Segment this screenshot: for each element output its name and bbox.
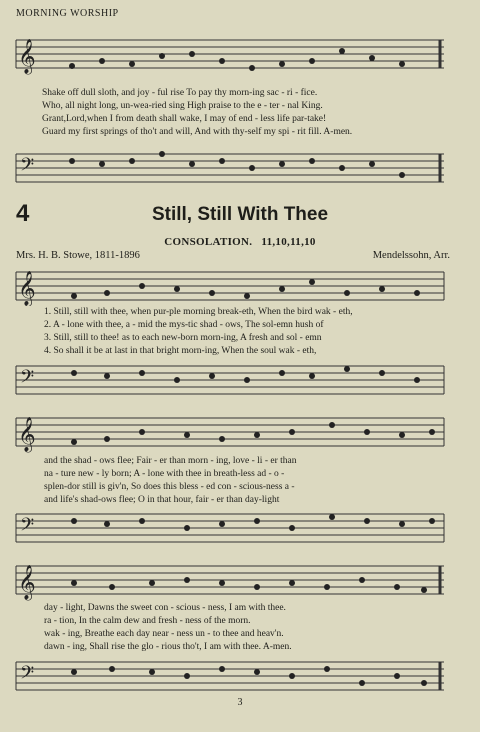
svg-text:𝄢: 𝄢	[20, 662, 35, 687]
music-staff-bass-2	[12, 506, 448, 548]
svg-text:𝄞: 𝄞	[18, 418, 36, 451]
music-staff-treble-2	[12, 408, 448, 454]
tune-meter: 11,10,11,10	[261, 236, 316, 248]
lyric-line-5: and the shad - ows flee; Fair - er than morn - ing, love - li - er than	[44, 456, 297, 466]
lyric-line-3: 3. Still, still to thee! as to each new-born morn-ing, A fresh and sol - emn	[44, 333, 322, 343]
lyric-line-11: wak - ing, Breathe each day near - ness un - to thee and heav'n.	[44, 629, 284, 639]
lyric-line-4: 4. So shall it be at last in that bright morn-ing, When the soul wak - eth,	[44, 346, 317, 356]
lyric-line-1: 1. Still, still with thee, when pur-ple morning break-eth, When the bird wak - eth,	[44, 307, 353, 317]
running-head: MORNING WORSHIP	[16, 8, 119, 19]
music-staff-bass-prev	[12, 140, 448, 194]
lyric-line-9: day - light, Dawns the sweet con - scious - ness, I am with thee.	[44, 603, 286, 613]
lyric-line-10: ra - tion, In the calm dew and fresh - ness of the morn.	[44, 616, 251, 626]
lyric-line-6: na - ture new - ly born; A - lone with thee in breath-less ad - o -	[44, 469, 285, 479]
prev-lyric-line-4: Guard my first springs of tho't and will, And with thy-self my spi - rit fill. A-men.	[42, 127, 353, 137]
music-staff-treble-3	[12, 556, 448, 602]
prev-lyric-line-3: Grant,Lord,when I from death shall wake, I may of end - less life par-take!	[42, 114, 327, 124]
lyric-line-7: splen-dor still is giv'n, So does this bless - ed con - scious-ness a -	[44, 482, 295, 492]
music-staff-bass-3	[12, 654, 448, 696]
music-staff-treble-1	[12, 262, 448, 306]
music-staff-bass-1	[12, 358, 448, 398]
page-number: 3	[237, 697, 243, 708]
hymn-number: 4	[16, 200, 30, 227]
svg-text:𝄢: 𝄢	[20, 366, 35, 391]
svg-text:𝄞: 𝄞	[18, 272, 36, 305]
hymn-author: Mrs. H. B. Stowe, 1811-1896	[16, 250, 140, 261]
svg-text:𝄞: 𝄞	[18, 566, 36, 599]
svg-text:𝄢: 𝄢	[20, 514, 35, 539]
prev-lyric-line-1: Shake off dull sloth, and joy - ful rise To pay thy morn-ing sac - ri - fice.	[42, 88, 318, 98]
tune-name: CONSOLATION.	[164, 236, 253, 248]
hymn-composer: Mendelssohn, Arr.	[372, 250, 450, 261]
tune-line	[0, 236, 480, 248]
hymn-title: Still, Still With Thee	[151, 204, 329, 225]
lyric-line-2: 2. A - lone with thee, a - mid the mys-tic shad - ows, The sol-emn hush of	[44, 320, 324, 330]
music-staff-treble-prev	[12, 26, 448, 86]
prev-lyric-line-2: Who, all night long, un-wea-ried sing High praise to the e - ter - nal King.	[42, 101, 323, 111]
svg-text:𝄢: 𝄢	[20, 154, 35, 179]
lyric-line-8: and life's shad-ows flee; O in that hour, fair - er than day-light	[44, 495, 280, 505]
svg-text:𝄞: 𝄞	[18, 40, 36, 73]
lyric-line-12: dawn - ing, Shall rise the glo - rious tho't, I am with thee. A-men.	[44, 642, 292, 652]
